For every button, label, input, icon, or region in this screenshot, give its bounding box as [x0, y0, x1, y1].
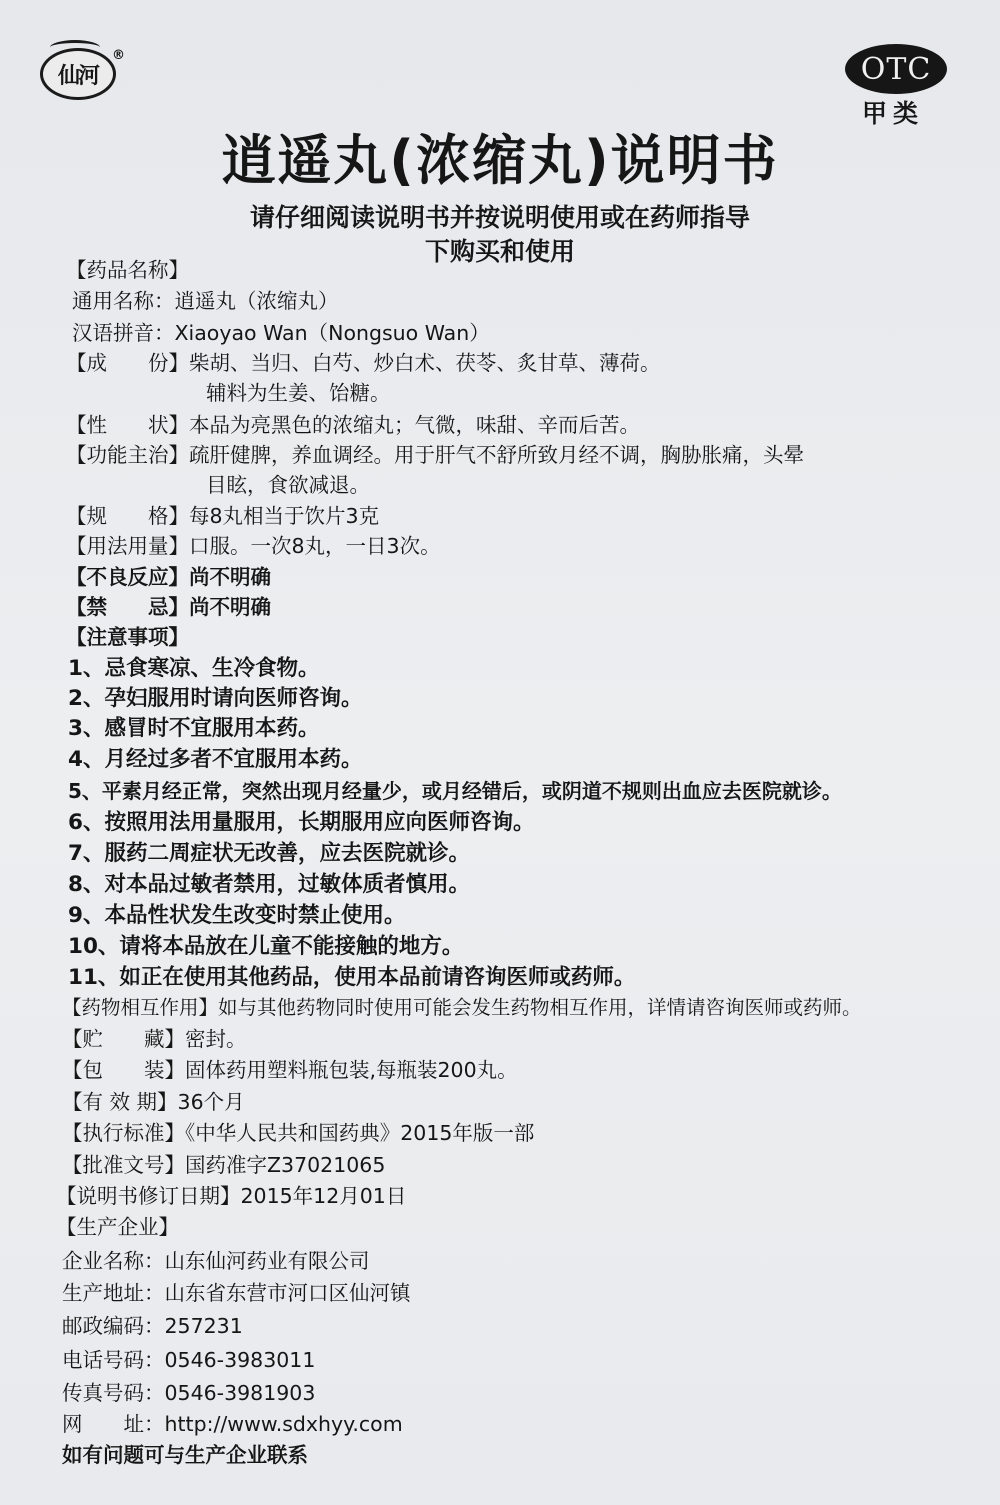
- revision-date: 【说明书修订日期】2015年12月01日: [56, 1184, 407, 1208]
- specification: 【规 格】每8丸相当于饮片3克: [66, 504, 380, 528]
- precaution-item: 3、感冒时不宜服用本药。: [68, 716, 320, 741]
- indications: 【功能主治】疏肝健脾，养血调经。用于肝气不舒所致月经不调，胸胁胀痛，头晕: [66, 443, 804, 467]
- precaution-item: 11、如正在使用其他药品，使用本品前请咨询医师或药师。: [68, 965, 636, 990]
- postcode: 邮政编码：257231: [62, 1314, 243, 1338]
- precautions-header: 【注意事项】: [66, 625, 189, 649]
- precaution-item: 5、平素月经正常，突然出现月经量少，或月经错后，或阴道不规则出血应去医院就诊。: [68, 779, 842, 803]
- drug-interactions: 【药物相互作用】如与其他药物同时使用可能会发生药物相互作用，详情请咨询医师或药师。: [62, 996, 862, 1019]
- logo-text: 仙河: [57, 63, 98, 89]
- standard: 【执行标准】《中华人民共和国药典》2015年版一部: [62, 1121, 535, 1145]
- document-title: 逍遥丸(浓缩丸)说明书: [221, 129, 779, 192]
- precaution-item: 7、服药二周症状无改善，应去医院就诊。: [68, 841, 470, 866]
- indications-continued: 目眩，食欲减退。: [206, 473, 370, 497]
- precaution-item: 8、对本品过敏者禁用，过敏体质者慎用。: [68, 872, 470, 897]
- pinyin-name: 汉语拼音：Xiaoyao Wan（Nongsuo Wan）: [72, 321, 490, 345]
- website: 网 址：http://www.sdxhyy.com: [62, 1412, 403, 1436]
- subtitle-line-2: 下购买和使用: [424, 237, 575, 266]
- approval-number: 【批准文号】国药准字Z37021065: [62, 1153, 386, 1177]
- ingredients-excipients: 辅料为生姜、饴糖。: [206, 381, 391, 405]
- manufacturer-header: 【生产企业】: [56, 1215, 179, 1239]
- precaution-item: 4、月经过多者不宜服用本药。: [68, 747, 363, 772]
- precaution-item: 10、请将本品放在儿童不能接触的地方。: [68, 934, 464, 959]
- contraindications: 【禁 忌】尚不明确: [66, 595, 271, 619]
- company-name: 企业名称：山东仙河药业有限公司: [62, 1249, 370, 1273]
- fax-number: 传真号码：0546-3981903: [62, 1381, 316, 1405]
- otc-badge: OTC: [845, 44, 947, 94]
- drug-name-header: 【药品名称】: [66, 258, 189, 282]
- phone-number: 电话号码：0546-3983011: [62, 1348, 316, 1372]
- dosage: 【用法用量】口服。一次8丸，一日3次。: [66, 534, 441, 558]
- production-address: 生产地址：山东省东营市河口区仙河镇: [62, 1281, 411, 1305]
- precaution-item: 9、本品性状发生改变时禁止使用。: [68, 903, 406, 928]
- contact-note: 如有问题可与生产企业联系: [62, 1443, 308, 1467]
- storage: 【贮 藏】密封。: [62, 1027, 247, 1051]
- character: 【性 状】本品为亮黑色的浓缩丸；气微，味甜、辛而后苦。: [66, 413, 640, 437]
- registered-mark: ®: [112, 48, 125, 63]
- package: 【包 装】固体药用塑料瓶包装,每瓶装200丸。: [62, 1058, 518, 1082]
- otc-class-label: 甲类: [862, 99, 925, 128]
- precaution-item: 1、忌食寒凉、生冷食物。: [68, 656, 320, 681]
- generic-name: 通用名称：逍遥丸（浓缩丸）: [72, 289, 339, 313]
- brand-logo: [40, 48, 116, 100]
- adverse-reactions: 【不良反应】尚不明确: [66, 565, 271, 589]
- ingredients: 【成 份】柴胡、当归、白芍、炒白术、茯苓、炙甘草、薄荷。: [66, 351, 661, 375]
- subtitle-line-1: 请仔细阅读说明书并按说明使用或在药师指导: [249, 203, 750, 232]
- precaution-item: 6、按照用法用量服用，长期服用应向医师咨询。: [68, 810, 535, 835]
- precaution-item: 2、孕妇服用时请向医师咨询。: [68, 686, 363, 711]
- validity: 【有 效 期】36个月: [62, 1090, 245, 1114]
